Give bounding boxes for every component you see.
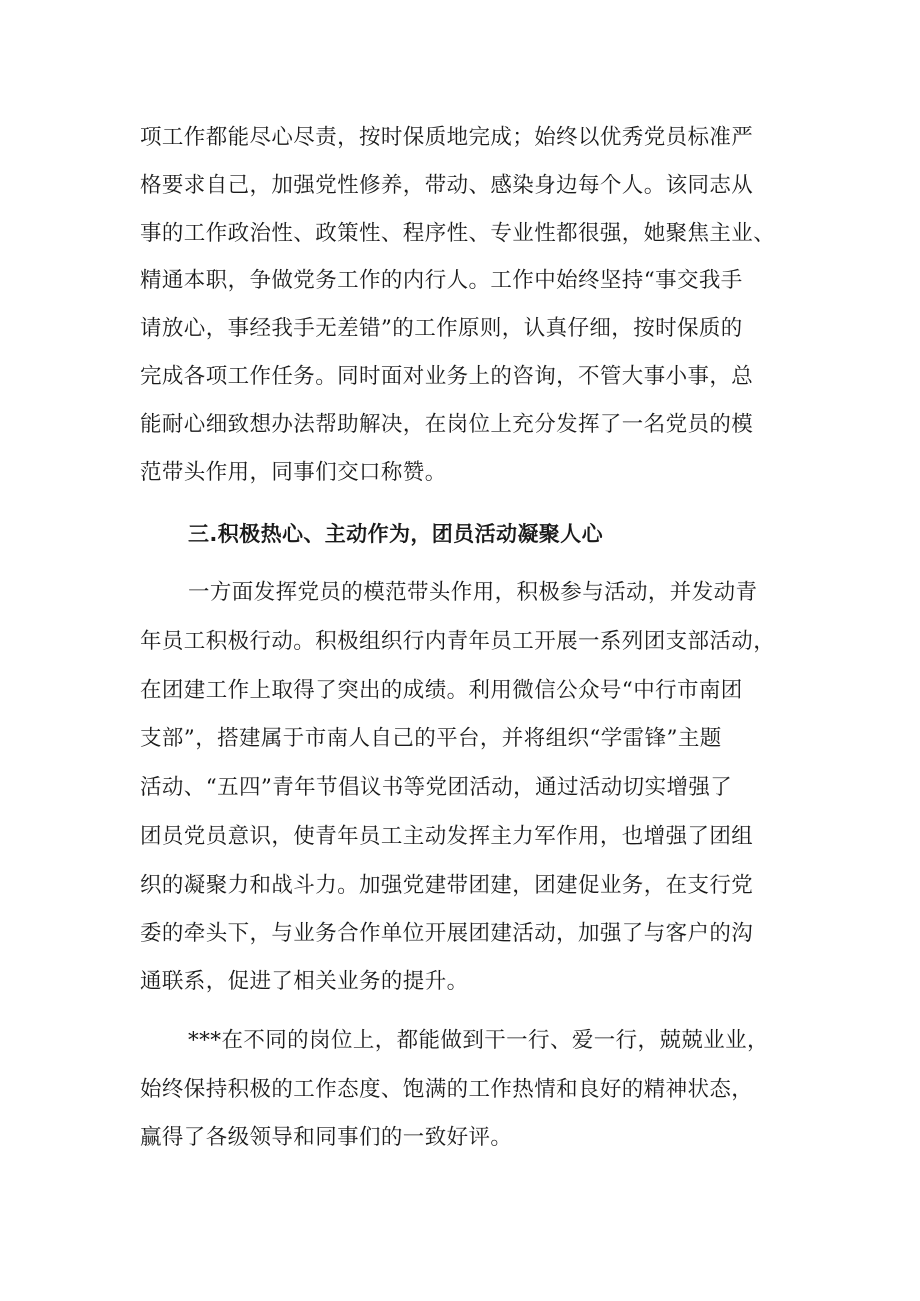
paragraph-line: 活动、“五四”青年节倡议书等党团活动，通过活动切实增强了 — [140, 775, 733, 800]
paragraph-line: 完成各项工作任务。同时面对业务上的咨询，不管大事小事，总 — [140, 364, 754, 389]
paragraph-line: 范带头作用，同事们交口称赞。 — [140, 460, 447, 485]
paragraph-line: 委的牵头下，与业务合作单位开展团建活动，加强了与客户的沟 — [140, 921, 754, 946]
paragraph-line: 始终保持积极的工作态度、饱满的工作热情和良好的精神状态， — [140, 1077, 754, 1102]
section-heading: 三.积极热心、主动作为，团员活动凝聚人心 — [188, 522, 603, 546]
paragraph-line: 精通本职，争做党务工作的内行人。工作中始终坚持“事交我手 — [140, 268, 743, 293]
paragraph-line: 支部”，搭建属于市南人自己的平台，并将组织“学雷锋”主题 — [140, 726, 722, 751]
paragraph-line: 一方面发挥党员的模范带头作用，积极参与活动，并发动青 — [188, 580, 758, 605]
paragraph-line: 在团建工作上取得了突出的成绩。利用微信公众号“中行市南团 — [140, 678, 743, 703]
paragraph-line: 项工作都能尽心尽责，按时保质地完成；始终以优秀党员标准严 — [140, 125, 754, 150]
paragraph-line: 请放心，事经我手无差错”的工作原则，认真仔细，按时保质的 — [140, 316, 743, 341]
paragraph-line: 能耐心细致想办法帮助解决，在岗位上充分发挥了一名党员的模 — [140, 412, 754, 437]
paragraph-line: 事的工作政治性、政策性、程序性、专业性都很强，她聚焦主业、 — [140, 221, 776, 246]
paragraph-line: 赢得了各级领导和同事们的一致好评。 — [140, 1125, 513, 1150]
paragraph-line: 年员工积极行动。积极组织行内青年员工开展一系列团支部活动， — [140, 629, 776, 654]
paragraph-line: 织的凝聚力和战斗力。加强党建带团建，团建促业务，在支行党 — [140, 873, 754, 898]
paragraph-line: ***在不同的岗位上，都能做到干一行、爱一行，兢兢业业， — [188, 1028, 769, 1053]
paragraph-line: 格要求自己，加强党性修养，带动、感染身边每个人。该同志从 — [140, 173, 754, 198]
paragraph-line: 团员党员意识，使青年员工主动发挥主力军作用，也增强了团组 — [140, 824, 754, 849]
paragraph-line: 通联系，促进了相关业务的提升。 — [140, 969, 469, 994]
